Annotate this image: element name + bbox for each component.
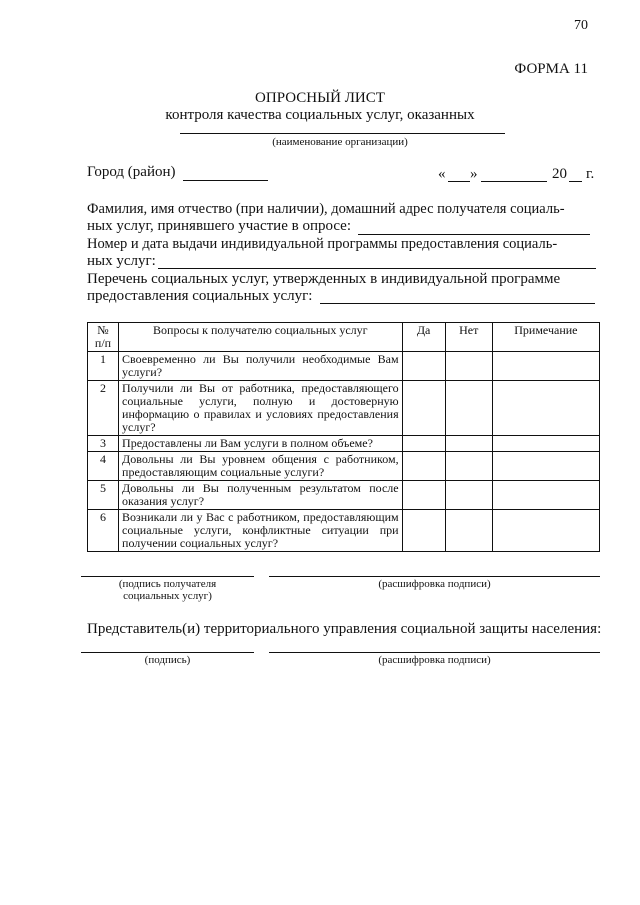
table-row (88, 436, 600, 452)
questions-table (87, 322, 600, 552)
recipient-decoding-caption: (расшифровка подписи) (378, 578, 491, 590)
city-label: Город (район) (87, 164, 176, 180)
note-cell[interactable] (492, 510, 599, 552)
page-number: 70 (574, 18, 588, 33)
row-question: Довольны ли Вы уровнем общения с работником, предоставляющим социальные услуги? (119, 452, 403, 481)
row-number: 3 (88, 436, 119, 452)
table-row (88, 381, 600, 436)
date-year-suffix: г. (586, 166, 595, 182)
header-question: Вопросы к получателю социальных услуг (119, 323, 403, 352)
table-header-row (88, 323, 600, 352)
representative-signature-field[interactable] (81, 652, 254, 653)
row-question: Довольны ли Вы полученным результатом после оказания услуг? (119, 481, 403, 510)
header-note: Примечание (492, 323, 599, 352)
note-cell[interactable] (492, 481, 599, 510)
answer-no-cell[interactable] (445, 381, 492, 436)
table-row (88, 452, 600, 481)
row-number: 1 (88, 352, 119, 381)
representative-signature-caption: (подпись) (144, 654, 191, 666)
table-row (88, 352, 600, 381)
date-day-field[interactable] (448, 181, 470, 182)
answer-no-cell[interactable] (445, 436, 492, 452)
date-year-prefix: 20 (552, 166, 567, 182)
recipient-label-line1: Фамилия, имя отчество (при наличии), домашний адрес получателя социаль- (87, 201, 565, 217)
answer-yes-cell[interactable] (402, 510, 445, 552)
row-number: 2 (88, 381, 119, 436)
header-no: Нет (445, 323, 492, 352)
answer-no-cell[interactable] (445, 510, 492, 552)
table-row (88, 481, 600, 510)
answer-no-cell[interactable] (445, 352, 492, 381)
date-quote-open: « (438, 166, 446, 182)
representative-label: Представитель(и) территориального управления социальной защиты населения: (87, 621, 602, 637)
answer-no-cell[interactable] (445, 481, 492, 510)
recipient-field[interactable] (358, 234, 590, 235)
recipient-signature-field[interactable] (81, 576, 254, 577)
representative-signature-decoding-field[interactable] (269, 652, 600, 653)
recipient-signature-decoding-field[interactable] (269, 576, 600, 577)
program-field[interactable] (158, 268, 596, 269)
note-cell[interactable] (492, 436, 599, 452)
program-label-line1: Номер и дата выдачи индивидуальной программы предоставления социаль- (87, 236, 558, 252)
row-question: Получили ли Вы от работника, предоставляющего социальные услуги, полную и достоверную информацию о правилах и условиях предоставления услуг? (119, 381, 403, 436)
services-field[interactable] (320, 303, 595, 304)
answer-no-cell[interactable] (445, 452, 492, 481)
organization-name-field[interactable] (180, 133, 505, 134)
row-question: Предоставлены ли Вам услуги в полном объеме? (119, 436, 403, 452)
row-number: 6 (88, 510, 119, 552)
table-row (88, 510, 600, 552)
header-number: № п/п (88, 323, 119, 352)
note-cell[interactable] (492, 381, 599, 436)
answer-yes-cell[interactable] (402, 381, 445, 436)
note-cell[interactable] (492, 452, 599, 481)
date-year-field[interactable] (569, 181, 582, 182)
date-month-field[interactable] (481, 181, 547, 182)
note-cell[interactable] (492, 352, 599, 381)
form-label: ФОРМА 11 (514, 61, 588, 77)
recipient-label-line2: ных услуг, принявшего участие в опросе: (87, 218, 352, 234)
program-label-line2: ных услуг: (87, 253, 156, 269)
answer-yes-cell[interactable] (402, 452, 445, 481)
answer-yes-cell[interactable] (402, 352, 445, 381)
recipient-signature-caption-line1: (подпись получателя (118, 578, 217, 590)
row-number: 4 (88, 452, 119, 481)
answer-yes-cell[interactable] (402, 436, 445, 452)
answer-yes-cell[interactable] (402, 481, 445, 510)
header-yes: Да (402, 323, 445, 352)
representative-decoding-caption: (расшифровка подписи) (378, 654, 491, 666)
document-title: ОПРОСНЫЙ ЛИСТ (255, 90, 385, 106)
services-label-line2: предоставления социальных услуг: (87, 288, 313, 304)
row-number: 5 (88, 481, 119, 510)
city-field[interactable] (183, 180, 268, 181)
recipient-signature-caption-line2: социальных услуг) (123, 590, 212, 602)
date-quote-close: » (470, 166, 478, 182)
row-question: Своевременно ли Вы получили необходимые Вам услуги? (119, 352, 403, 381)
organization-caption: (наименование организации) (272, 136, 408, 148)
services-label-line1: Перечень социальных услуг, утвержденных в индивидуальной программе (87, 271, 561, 287)
document-subtitle: контроля качества социальных услуг, оказанных (165, 107, 475, 123)
row-question: Возникали ли у Вас с работником, предоставляющим социальные услуги, конфликтные ситуации при получении социальных услуг? (119, 510, 403, 552)
